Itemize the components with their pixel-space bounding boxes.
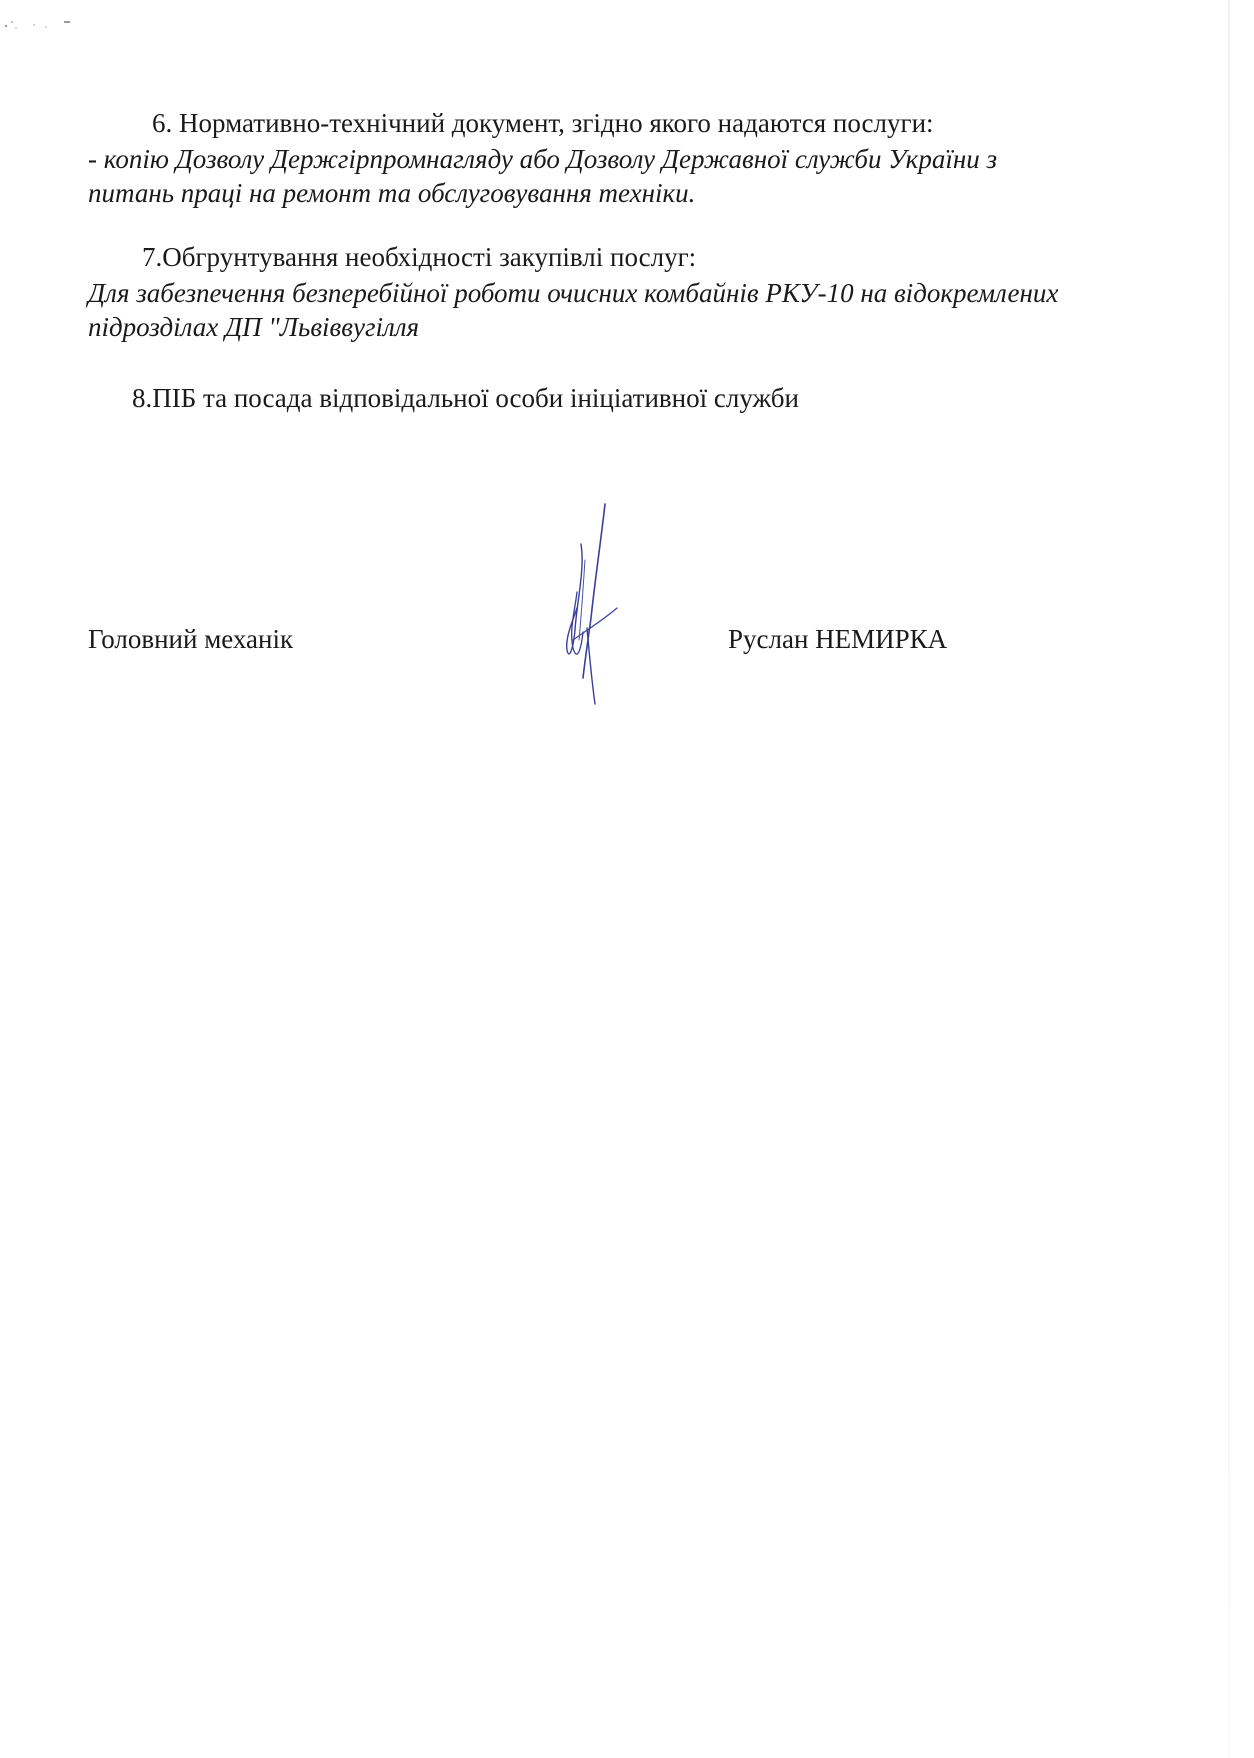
section-7-heading: 7.Обгрунтування необхідності закупівлі послуг:: [142, 242, 697, 272]
section-7-line-2: підрозділах ДП "Львіввугілля: [88, 312, 420, 342]
section-6-heading: 6. Нормативно-технічний документ, згідно якого надаются послуги:: [152, 108, 934, 138]
scan-edge: [1228, 0, 1230, 1758]
handwritten-signature: [555, 500, 635, 710]
signatory-name: Руслан НЕМИРКА: [728, 624, 948, 654]
signatory-position: Головний механік: [88, 624, 294, 654]
section-6-line-2: питань праці на ремонт та обслуговування техніки.: [88, 178, 696, 208]
scan-specks: [0, 8, 90, 38]
section-8-heading: 8.ПІБ та посада відповідальної особи ініціативної служби: [132, 383, 799, 413]
section-7-line-1: Для забезпечення безперебійної роботи очисних комбайнів РКУ-10 на відокремлених: [88, 278, 1059, 308]
section-6-line-1: - копію Дозволу Держгірпромнагляду або Дозволу Державної служби України з: [88, 144, 997, 174]
